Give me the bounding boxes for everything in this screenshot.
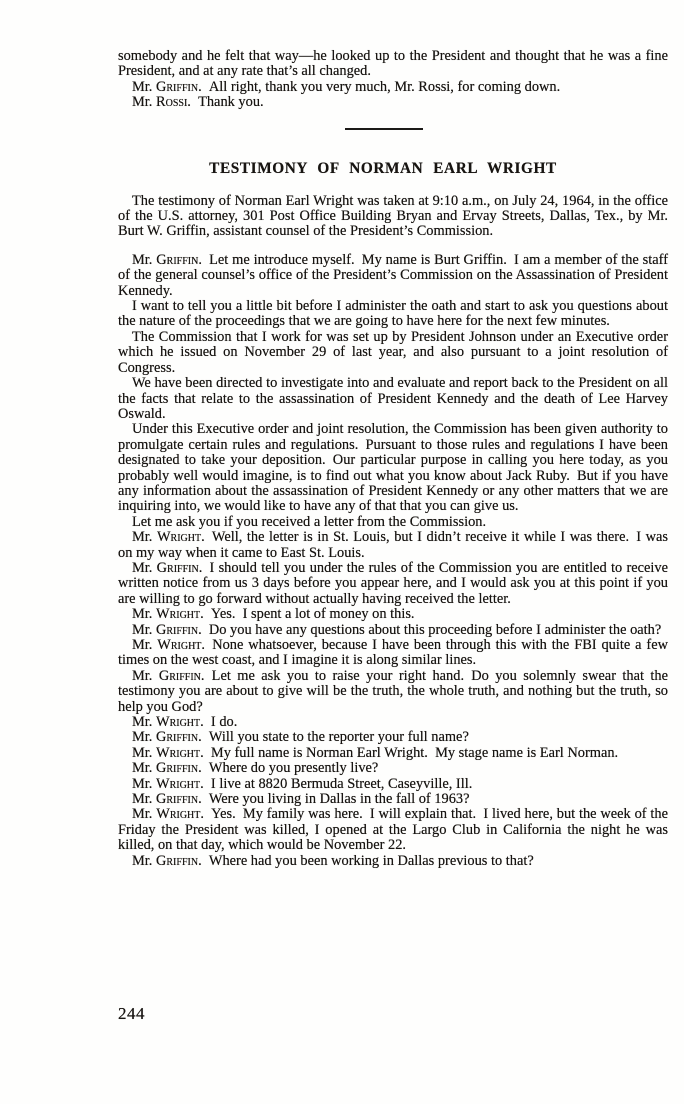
speaker-prefix: Mr. [132,714,156,731]
speaker-name: Wright. [156,744,204,761]
speaker-prefix: Mr. [132,729,156,746]
dialog-paragraph: Mr. Wright. My full name is Norman Earl Wright. My stage name is Earl Norman. [132,744,619,761]
dialog-paragraph: Mr. Rossi. Thank you. [132,94,264,111]
speaker-prefix: Mr. [132,806,157,823]
dialog-paragraph: Mr. Wright. None whatsoever, because I have been through this with the FBI quite a few times on the west coast, and I imagine it is along similar lines. [118,637,668,669]
dialog-paragraph: Mr. Griffin. Do you have any questions about this proceeding before I administer the oath? [132,621,662,638]
speaker-name: Wright. [156,714,204,731]
speaker-prefix: Mr. [132,760,156,777]
dialog-paragraph: Mr. Wright. Yes. I spent a lot of money on this. [132,606,415,623]
speaker-prefix: Mr. [132,529,157,546]
top-text-block [118,49,668,111]
speaker-prefix: Mr. [132,251,157,268]
speaker-prefix: Mr. [132,559,157,576]
speaker-prefix: Mr. [132,637,158,653]
speaker-name: Griffin. [156,78,202,95]
dialog-paragraph: Mr. Wright. Yes. My family was here. I will explain that. I lived here, but the week of the Friday the President was killed, I opened at the Largo Club in California the night he was killed, on that day, which would be November 22. [118,806,668,854]
speaker-prefix: Mr. [132,94,156,111]
speaker-name: Wright. [156,529,205,546]
speaker-name: Wright. [157,637,206,653]
dialog-paragraph: Mr. Wright. Well, the letter is in St. Louis, but I didn’t receive it while I was there. I was on my way when it came to East St. Louis. [118,529,668,561]
speaker-prefix: Mr. [132,791,156,808]
paragraph: Let me ask you if you received a letter from the Commission. [132,513,487,530]
speaker-name: Griffin. [158,667,205,684]
paragraph: Under this Executive order and joint resolution, the Commission has been given authority to promulgate certain rules and regulations. Pursuant to those rules and regulations I have been designated to take your deposition. Our particular purpose in calling you here today, as you probably well would imagine, is to find out what you know about Jack Ruby. But if you have any information about the assassination of President Kennedy or any other matters that we are inquiring into, we would like to have any of that that you can give us. [118,421,668,515]
speaker-name: Griffin. [156,621,202,638]
dialog-paragraph: Mr. Griffin. Where had you been working in Dallas previous to that? [132,852,534,869]
speaker-prefix: Mr. [132,606,156,623]
testimony-body [118,194,668,869]
speaker-prefix: Mr. [132,78,156,95]
speaker-prefix: Mr. [132,775,156,792]
dialog-paragraph: Mr. Griffin. Let me ask you to raise your right hand. Do you solemnly swear that the testimony you are about to give will be the truth, the whole truth, and nothing but the truth, so help you God? [118,667,668,715]
paragraph: somebody and he felt that way—he looked up to the President and thought that he was a fine President, and at any rate that’s all changed. [118,48,668,80]
speaker-name: Griffin. [156,852,202,869]
speaker-name: Rossi. [156,94,191,111]
speaker-prefix: Mr. [132,667,159,684]
speaker-name: Wright. [156,806,204,823]
dialog-paragraph: Mr. Griffin. Where do you presently live? [132,760,379,777]
paragraph: The testimony of Norman Earl Wright was taken at 9:10 a.m., on July 24, 1964, in the office of the U.S. attorney, 301 Post Office Building Bryan and Ervay Streets, Dallas, Tex., by Mr. Burt W. Griffin, assistant counsel of the President’s Commission. [118,192,668,240]
speaker-name: Griffin. [156,729,202,746]
speaker-name: Griffin. [156,251,202,268]
paragraph: I want to tell you a little bit before I administer the oath and start to ask you questions about the nature of the proceedings that we are going to have here for the next few minutes. [118,298,668,330]
speaker-name: Wright. [156,606,204,623]
dialog-paragraph: Mr. Griffin. Let me introduce myself. My name is Burt Griffin. I am a member of the staff of the general counsel’s office of the President’s Commission on the Assassination of President Kennedy. [118,251,668,299]
section-divider-rule [345,128,423,130]
paragraph: The Commission that I work for was set up by President Johnson under an Executive order which he issued on November 29 of last year, and also pursuant to a joint resolution of Congress. [118,328,668,376]
speaker-prefix: Mr. [132,852,156,869]
speaker-name: Griffin. [156,760,202,777]
page-number: 244 [118,1004,145,1023]
dialog-paragraph: Mr. Wright. I do. [132,714,238,731]
dialog-paragraph: Mr. Wright. I live at 8820 Bermuda Street, Caseyville, Ill. [132,775,473,792]
speaker-prefix: Mr. [132,621,156,638]
dialog-paragraph: Mr. Griffin. I should tell you under the rules of the Commission you are entitled to receive written notice from us 3 days before you appear here, and I would ask you at this point if you are willing to go forward without actually having received the letter. [118,559,668,607]
section-heading: TESTIMONY OF NORMAN EARL WRIGHT [209,159,557,177]
speaker-prefix: Mr. [132,744,156,761]
speaker-name: Griffin. [156,559,203,576]
dialog-paragraph: Mr. Griffin. Will you state to the reporter your full name? [132,729,469,746]
paragraph: We have been directed to investigate into and evaluate and report back to the President on all the facts that relate to the assassination of President Kennedy and the death of Lee Harvey Oswald. [118,375,668,422]
dialog-paragraph: Mr. Griffin. Were you living in Dallas in the fall of 1963? [132,791,470,808]
speaker-name: Wright. [156,775,204,792]
speaker-name: Griffin. [156,791,202,808]
dialog-paragraph: Mr. Griffin. All right, thank you very much, Mr. Rossi, for coming down. [132,78,561,95]
